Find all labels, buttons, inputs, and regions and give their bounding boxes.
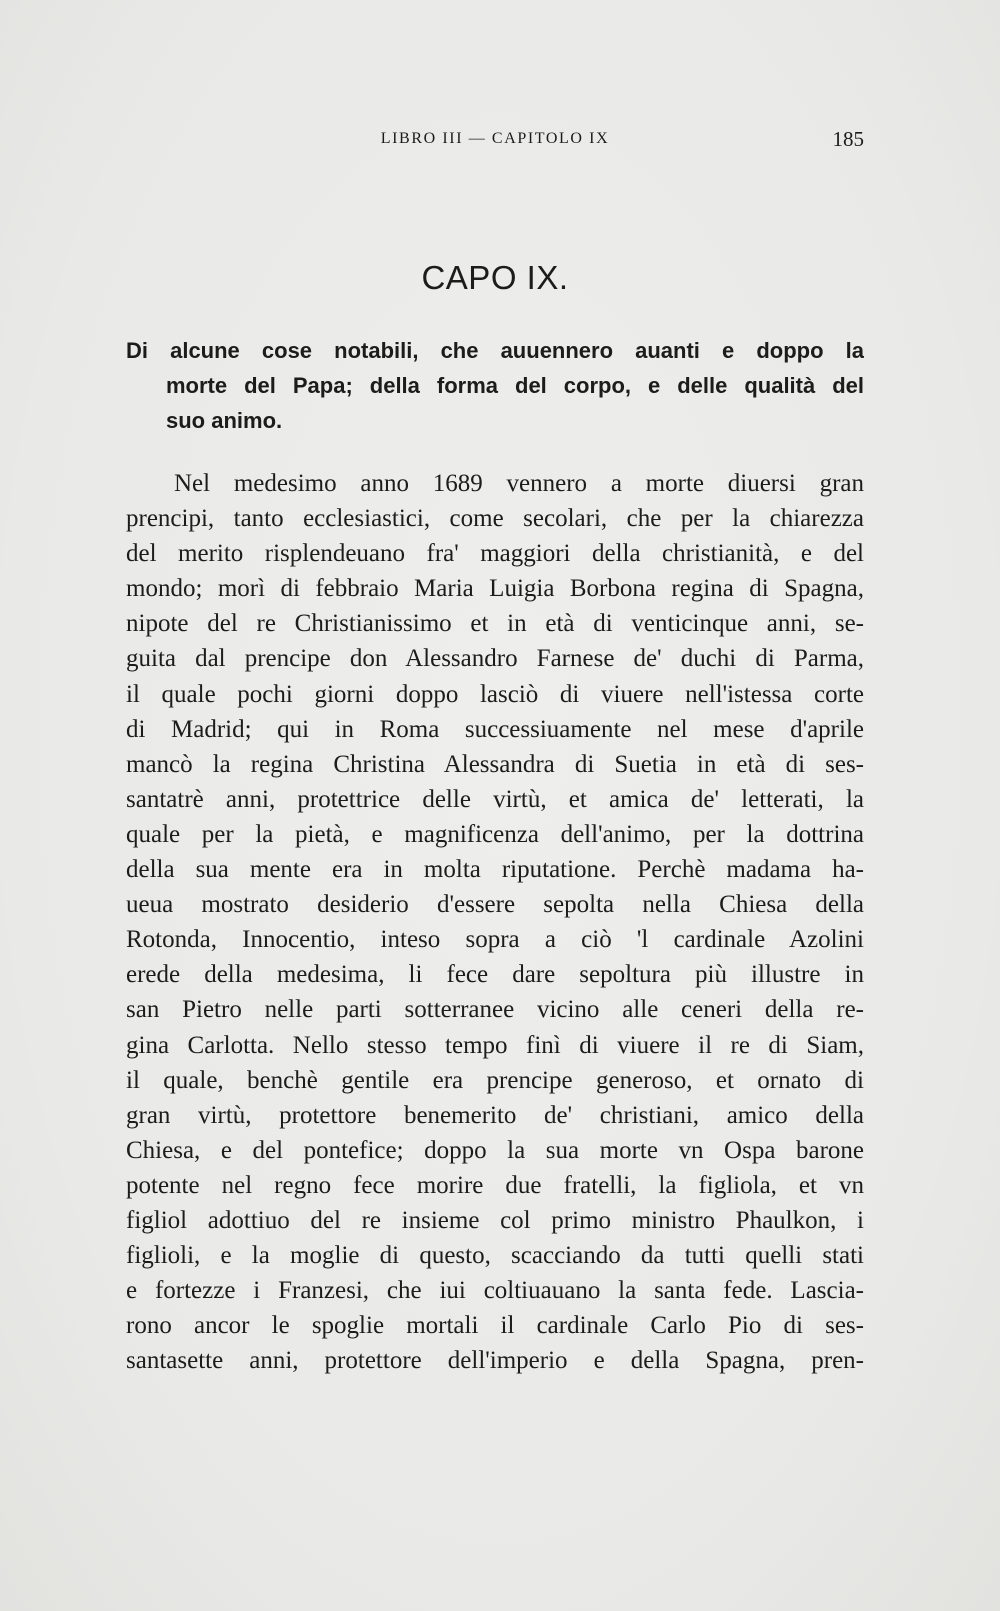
running-head-title: LIBRO III — CAPITOLO IX	[380, 130, 610, 147]
text-line: e fortezze i Franzesi, che iui coltiuauano la santa fede. Lascia-	[126, 1277, 864, 1305]
text-line: santatrè anni, protettrice delle virtù, et amica de' letterati, la	[126, 785, 864, 813]
text-line: del merito risplendeuano fra' maggiori della christianità, e del	[126, 540, 864, 568]
text-line: il quale pochi giorni doppo lasciò di viuere nell'istessa corte	[126, 680, 864, 708]
text-line: mancò la regina Christina Alessandra di Suetia in età di ses-	[126, 750, 864, 778]
chapter-summary	[126, 333, 864, 438]
text-line: rono ancor le spoglie mortali il cardinale Carlo Pio di ses-	[126, 1312, 864, 1340]
summary-line: suo animo.	[166, 408, 283, 433]
text-line: prencipi, tanto ecclesiastici, come secolari, che per la chiarezza	[126, 505, 864, 533]
text-line: potente nel regno fece morire due fratelli, la figliola, et vn	[126, 1171, 864, 1199]
text-line: mondo; morì di febbraio Maria Luigia Borbona regina di Spagna,	[126, 575, 864, 603]
text-line: quale per la pietà, e magnificenza dell'animo, per la dottrina	[126, 820, 864, 848]
text-line: Chiesa, e del pontefice; doppo la sua morte vn Ospa barone	[126, 1136, 864, 1164]
running-head	[126, 124, 864, 154]
summary-line: Di alcune cose notabili, che auuennero auanti e doppo la	[126, 338, 864, 363]
text-line: il quale, benchè gentile era prencipe generoso, et ornato di	[126, 1066, 864, 1094]
text-line: figlioli, e la moglie di questo, scacciando da tutti quelli stati	[126, 1242, 864, 1270]
text-line: ueua mostrato desiderio d'essere sepolta nella Chiesa della	[126, 891, 864, 919]
text-line: di Madrid; qui in Roma successiuamente nel mese d'aprile	[126, 715, 864, 743]
text-line: Nel medesimo anno 1689 vennero a morte diuersi gran	[174, 470, 864, 497]
page-number: 185	[832, 127, 864, 151]
chapter-title: CAPO IX.	[421, 259, 569, 296]
text-line: della sua mente era in molta riputatione. Perchè madama ha-	[126, 856, 864, 884]
text-line: nipote del re Christianissimo et in età di venticinque anni, se-	[126, 610, 864, 638]
text-line: Rotonda, Innocentio, inteso sopra a ciò 'l cardinale Azolini	[126, 926, 864, 954]
text-line: figliol adottiuo del re insieme col primo ministro Phaulkon, i	[126, 1206, 864, 1234]
summary-line: morte del Papa; della forma del corpo, e delle qualità del	[166, 373, 864, 398]
text-line: erede della medesima, li fece dare sepoltura più illustre in	[126, 961, 864, 989]
body-text	[126, 466, 864, 1378]
text-line: gina Carlotta. Nello stesso tempo finì di viuere il re di Siam,	[126, 1031, 864, 1059]
text-line: santasette anni, protettore dell'imperio e della Spagna, pren-	[126, 1347, 864, 1375]
text-line: gran virtù, protettore benemerito de' christiani, amico della	[126, 1101, 864, 1129]
text-line: guita dal prencipe don Alessandro Farnese de' duchi di Parma,	[126, 645, 864, 673]
text-line: san Pietro nelle parti sotterranee vicino alle ceneri della re-	[126, 996, 864, 1024]
